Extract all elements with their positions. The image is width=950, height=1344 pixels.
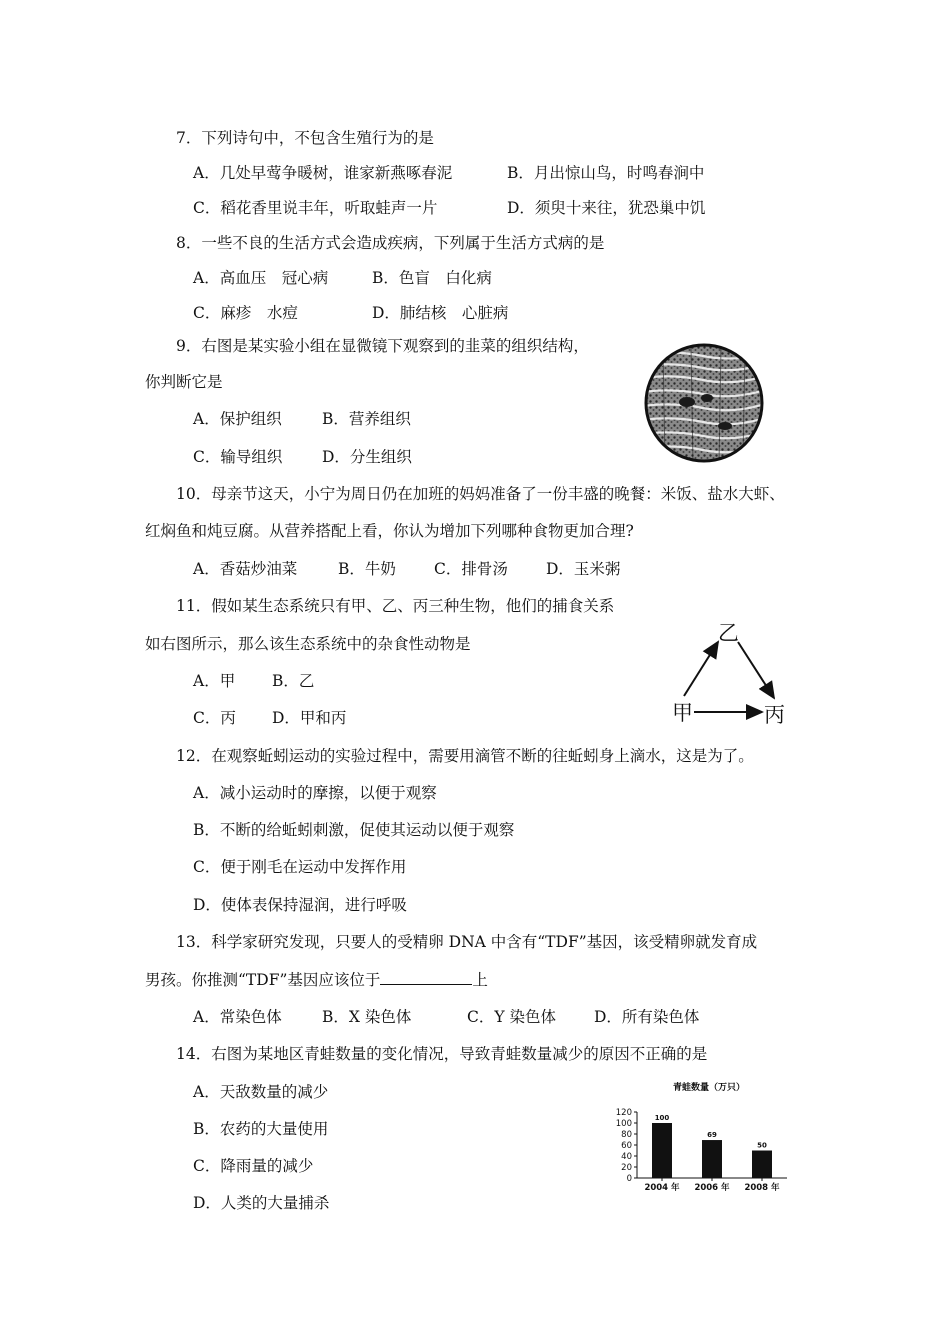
node-jia: 甲 bbox=[672, 701, 693, 725]
q8-stem: 8．一些不良的生活方式会造成疾病，下列属于生活方式病的是 bbox=[176, 234, 605, 252]
y-tick-label: 0 bbox=[626, 1174, 632, 1184]
q13-stem-line2-pre: 男孩。你推测“TDF”基因应该位于 bbox=[145, 971, 381, 989]
q11-stem-line2: 如右图所示，那么该生态系统中的杂食性动物是 bbox=[145, 635, 471, 653]
q14-option-a: A．天敌数量的减少 bbox=[193, 1083, 329, 1101]
q13-option-c: C．Y 染色体 bbox=[467, 1008, 557, 1026]
q10-option-c: C．排骨汤 bbox=[434, 560, 508, 578]
chart-title: 青蛙数量（万只） bbox=[672, 1083, 746, 1093]
q14-option-b: B．农药的大量使用 bbox=[193, 1120, 329, 1138]
q12-option-a: A．减小运动时的摩擦，以便于观察 bbox=[193, 784, 437, 802]
x-tick-label: 2008 年 bbox=[744, 1183, 780, 1193]
q14-option-d: D．人类的大量捕杀 bbox=[193, 1194, 330, 1212]
q8-option-d: D．肺结核 心脏病 bbox=[372, 304, 509, 322]
bar bbox=[702, 1140, 722, 1178]
q13-stem-line1: 13．科学家研究发现，只要人的受精卵 DNA 中含有“TDF”基因，该受精卵就发育成 bbox=[176, 933, 758, 951]
microscope-tissue-image bbox=[643, 340, 765, 466]
bar-data-label: 100 bbox=[654, 1114, 670, 1122]
q9-stem-line1: 9．右图是某实验小组在显微镜下观察到的韭菜的组织结构， bbox=[176, 337, 589, 355]
food-web-diagram bbox=[668, 618, 798, 730]
y-tick-label: 100 bbox=[615, 1119, 632, 1129]
q9-stem-line2: 你判断它是 bbox=[145, 373, 223, 391]
answer-blank bbox=[380, 970, 472, 985]
q10-option-b: B．牛奶 bbox=[338, 560, 396, 578]
q8-option-b: B．色盲 白化病 bbox=[372, 269, 492, 287]
q11-stem-line1: 11．假如某生态系统只有甲、乙、丙三种生物，他们的捕食关系 bbox=[176, 597, 615, 615]
bar-data-label: 50 bbox=[757, 1141, 767, 1150]
q11-option-a: A．甲 bbox=[193, 672, 236, 690]
q7-option-b: B．月出惊山鸟，时鸣春涧中 bbox=[507, 164, 705, 182]
q12-stem: 12．在观察蚯蚓运动的实验过程中，需要用滴管不断的往蚯蚓身上滴水，这是为了。 bbox=[176, 747, 754, 765]
q8-option-c: C．麻疹 水痘 bbox=[193, 304, 298, 322]
q9-option-d: D．分生组织 bbox=[322, 448, 412, 466]
q12-option-b: B．不断的给蚯蚓刺激，促使其运动以便于观察 bbox=[193, 821, 515, 839]
q11-option-c: C．丙 bbox=[193, 709, 236, 727]
frog-population-chart bbox=[605, 1078, 805, 1200]
x-tick-label: 2004 年 bbox=[644, 1183, 680, 1193]
bar bbox=[752, 1151, 772, 1179]
bar-data-label: 69 bbox=[707, 1131, 717, 1140]
q7-option-c: C．稻花香里说丰年，听取蛙声一片 bbox=[193, 199, 438, 217]
q13-option-b: B．X 染色体 bbox=[322, 1008, 412, 1026]
q8-option-a: A．高血压 冠心病 bbox=[193, 269, 329, 287]
node-yi: 乙 bbox=[718, 621, 739, 645]
q10-option-a: A．香菇炒油菜 bbox=[193, 560, 298, 578]
x-tick-label: 2006 年 bbox=[694, 1183, 730, 1193]
q7-option-a: A．几处早莺争暖树，谁家新燕啄春泥 bbox=[193, 164, 453, 182]
q7-stem: 7．下列诗句中，不包含生殖行为的是 bbox=[176, 129, 434, 147]
q13-option-d: D．所有染色体 bbox=[594, 1008, 700, 1026]
q14-stem: 14．右图为某地区青蛙数量的变化情况，导致青蛙数量减少的原因不正确的是 bbox=[176, 1045, 708, 1063]
q9-option-a: A．保护组织 bbox=[193, 410, 282, 428]
q13-stem-line2-post: 上 bbox=[472, 971, 488, 989]
q13-option-a: A．常染色体 bbox=[193, 1008, 282, 1026]
y-tick-label: 40 bbox=[621, 1152, 632, 1162]
q12-option-d: D．使体表保持湿润，进行呼吸 bbox=[193, 896, 407, 914]
y-tick-label: 80 bbox=[621, 1130, 632, 1140]
arrow-yi-to-bing bbox=[738, 642, 774, 698]
arrow-jia-to-yi bbox=[684, 642, 718, 696]
node-bing: 丙 bbox=[764, 703, 785, 727]
q9-option-c: C．输导组织 bbox=[193, 448, 283, 466]
q9-option-b: B．营养组织 bbox=[322, 410, 411, 428]
q11-option-b: B．乙 bbox=[272, 672, 315, 690]
q14-option-c: C．降雨量的减少 bbox=[193, 1157, 314, 1175]
y-tick-label: 60 bbox=[621, 1141, 632, 1151]
q7-option-d: D．须臾十来往，犹恐巢中饥 bbox=[507, 199, 706, 217]
y-tick-label: 20 bbox=[621, 1163, 632, 1173]
q10-stem-line2: 红焖鱼和炖豆腐。从营养搭配上看，你认为增加下列哪种食物更加合理? bbox=[145, 522, 634, 540]
q13-stem-line2 bbox=[145, 970, 488, 990]
q12-option-c: C．便于刚毛在运动中发挥作用 bbox=[193, 858, 407, 876]
q10-stem-line1: 10．母亲节这天，小宁为周日仍在加班的妈妈准备了一份丰盛的晚餐：米饭、盐水大虾、 bbox=[176, 485, 785, 503]
y-tick-label: 120 bbox=[615, 1108, 632, 1118]
q11-option-d: D．甲和丙 bbox=[272, 709, 347, 727]
q10-option-d: D．玉米粥 bbox=[546, 560, 621, 578]
bar bbox=[652, 1123, 672, 1178]
